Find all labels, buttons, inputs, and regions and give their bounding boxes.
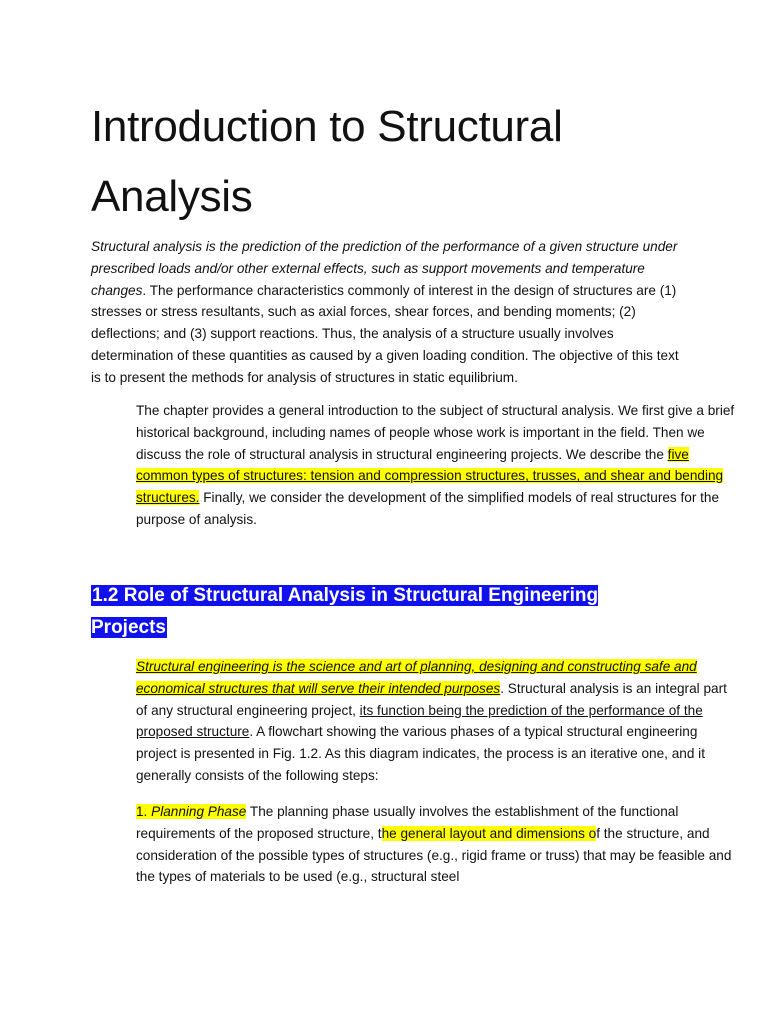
section-heading-text: 1.2 Role of Structural Analysis in Structural Engineering Projects <box>91 585 599 638</box>
overview-text-before: The chapter provides a general introduction to the subject of structural analysis. We first give a brief historical background, including names of people whose work is important in the field. Then we discuss the role of structural analysis in structural engineering projects. We describe the <box>136 403 735 462</box>
engineering-definition-highlight: Structural engineering is the science and art of planning, designing and constructing safe and economical structures that will serve their intended purposes <box>136 659 697 696</box>
chapter-overview-paragraph <box>91 400 736 531</box>
planning-phase-title: Planning Phase <box>151 804 247 819</box>
section-heading <box>91 580 631 644</box>
planning-text-1: The planning phase usually involves the establishment of the functional requirements of the proposed structure, t <box>136 804 679 841</box>
planning-phase-label <box>136 804 246 819</box>
planning-highlighted-text: he general layout and dimensions o <box>381 825 597 841</box>
structural-engineering-paragraph <box>91 656 736 787</box>
engineering-text-1: . Structural analysis is an integral part of any structural engineering project, <box>136 680 727 718</box>
engineering-underlined-text: its function being the prediction of the performance of the proposed structure <box>136 702 703 740</box>
engineering-text-2: . A flowchart showing the various phases of a typical structural engineering project is presented in Fig. 1.2. As this diagram indicates, the process is an iterative one, and it generally consists of the following steps: <box>136 724 705 783</box>
document-title: Introduction to Structural Analysis <box>91 102 563 221</box>
overview-text-after: Finally, we consider the development of the simplified models of real structures for the purpose of analysis. <box>136 490 720 527</box>
planning-phase-number: 1. <box>136 804 152 819</box>
intro-definition: Structural analysis is the prediction of the prediction of the performance of a given structure under prescribed loads and/or other external effects, such as support movements and temperature changes <box>91 239 678 298</box>
overview-highlighted-text: five common types of structures: tension and compression structures, trusses, and shear and bending structures. <box>136 446 724 506</box>
planning-phase-paragraph <box>91 801 736 888</box>
intro-paragraph <box>91 236 691 389</box>
planning-text-2: f the structure, and consideration of the possible types of structures (e.g., rigid frame or truss) that may be feasible and the types of materials to be used (e.g., structural steel <box>136 825 732 885</box>
intro-text: . The performance characteristics commonly of interest in the design of structures are (1) stresses or stress resultants, such as axial forces, shear forces, and bending moments; (2) deflections; and (3) support reactions. Thus, the analysis of a structure usually involves determination of these quantities as caused by a given loading condition. The objective of this text is to present the methods for analysis of structures in static equilibrium. <box>91 282 679 385</box>
